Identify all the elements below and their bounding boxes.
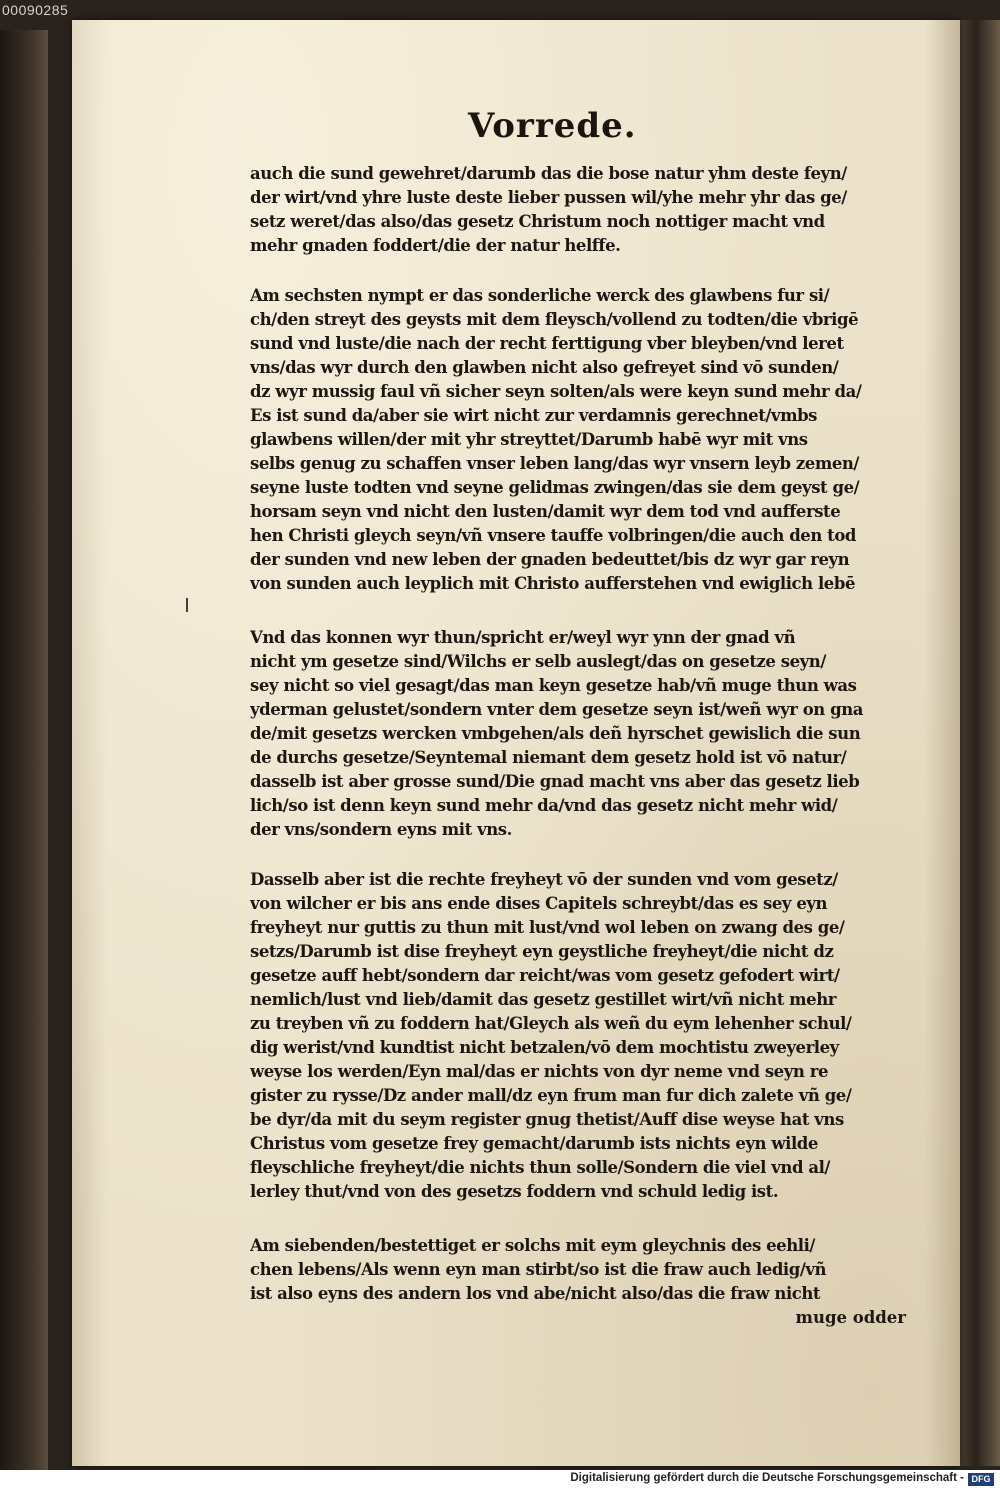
text-line: glawbens willen/der mit yhr streyttet/Darumb habē wyr mit vns [250,430,808,449]
text-line: Es ist sund da/aber sie wirt nicht zur verdamnis gerechnet/vmbs [250,406,818,425]
text-line: dz wyr mussig faul vñ sicher seyn solten/als were keyn sund mehr da/ [250,382,862,401]
book-gutter [0,30,48,1470]
text-line: Vnd das konnen wyr thun/spricht er/weyl wyr ynn der gnad vñ [250,628,796,647]
text-line: sund vnd luste/die nach der recht ferttigung vber bleyben/vnd leret [250,334,844,353]
text-line: Christus vom gesetze frey gemacht/darumb ists nichts eyn wilde [250,1134,818,1153]
text-line: nicht ym gesetze sind/Wilchs er selb auslegt/das on gesetze seyn/ [250,652,826,671]
text-line: dig werist/vnd kundtist nicht betzalen/vō dem mochtistu zweyerley [250,1038,839,1057]
text-line: gister zu rysse/Dz ander mall/dz eyn frum man fur dich zalete vñ ge/ [250,1086,852,1105]
text-line: hen Christi gleych seyn/vñ vnsere tauffe volbringen/die auch den tod [250,526,856,545]
text-line: lich/so ist denn keyn sund mehr da/vnd das gesetz nicht mehr wid/ [250,796,838,815]
text-line: lerley thut/vnd von des gesetzs foddern vnd schuld ledig ist. [250,1182,779,1201]
paragraph-3 [250,626,910,842]
text-line: horsam seyn vnd nicht den lusten/damit wyr dem tod vnd aufferste [250,502,841,521]
page-body [250,162,910,1330]
text-line: chen lebens/Als wenn eyn man stirbt/so ist die fraw auch ledig/vñ [250,1260,827,1279]
paragraph-4 [250,868,910,1204]
text-line: vns/das wyr durch den glawben nicht also gefreyet sind vō sunden/ [250,358,839,377]
text-line: der sunden vnd new leben der gnaden bedeuttet/bis dz wyr gar reyn [250,550,850,569]
text-line: dasselb ist aber grosse sund/Die gnad macht vns aber das gesetz lieb [250,772,860,791]
paragraph-1 [250,162,910,258]
paragraph-gap [250,258,910,284]
text-line: setz weret/das also/das gesetz Christum noch nottiger macht vnd [250,212,825,231]
margin-mark [186,598,188,612]
text-line: seyne luste todten vnd seyne gelidmas zwingen/das sie dem geyst ge/ [250,478,860,497]
text-line: yderman gelustet/sondern vnter dem gesetze seyn ist/weñ wyr on gna [250,700,864,719]
text-line: setzs/Darumb ist dise freyheyt eyn geystliche freyheyt/die nicht dz [250,942,834,961]
text-line: Dasselb aber ist die rechte freyheyt vō der sunden vnd vom gesetz/ [250,870,838,889]
text-line: selbs genug zu schaffen vnser leben lang/das wyr vnsern leyb zemen/ [250,454,859,473]
text-line: gesetze auff hebt/sondern dar reicht/was vom gesetz gefodert wirt/ [250,966,840,985]
text-line: freyheyt nur guttis zu thun mit lust/vnd wol leben on zwang des ge/ [250,918,845,937]
paragraph-5 [250,1234,910,1330]
text-line: fleyschliche freyheyt/die nichts thun solle/Sondern die viel vnd al/ [250,1158,830,1177]
page-edge-shadow [960,20,1000,1466]
paragraph-gap [250,1204,910,1234]
funding-credit: Digitalisierung gefördert durch die Deutsche Forschungsgemeinschaft - [570,1472,964,1484]
scan-identifier: 00090285 [2,2,69,18]
paragraph-gap [250,596,910,626]
paragraph-2 [250,284,910,596]
text-line: de/mit gesetzs wercken vmbgehen/als deñ hyrschet gewislich die sun [250,724,861,743]
text-line: ist also eyns des andern los vnd abe/nicht also/das die fraw nicht [250,1284,821,1303]
paragraph-gap [250,842,910,868]
footer-bar [0,1470,1000,1490]
text-line: be dyr/da mit du seym register gnug thetist/Auff dise weyse hat vns [250,1110,844,1129]
text-line: weyse los werden/Eyn mal/das er nichts von dyr neme vnd seyn re [250,1062,829,1081]
text-line: von wilcher er bis ans ende dises Capitels schreybt/das es sey eyn [250,894,828,913]
catchword: muge odder [795,1308,906,1327]
text-line: nemlich/lust vnd lieb/damit das gesetz gestillet wirt/vñ nicht mehr [250,990,837,1009]
text-line: Am siebenden/bestettiget er solchs mit eym gleychnis des eehli/ [250,1236,815,1255]
text-line: sey nicht so viel gesagt/das man keyn gesetze hab/vñ muge thun was [250,676,857,695]
text-line: de durchs gesetze/Seyntemal niemant dem gesetz hold ist vō natur/ [250,748,847,767]
text-line: mehr gnaden foddert/die der natur helffe. [250,236,621,255]
text-line: Am sechsten nympt er das sonderliche werck des glawbens fur si/ [250,286,830,305]
text-line: ch/den streyt des geysts mit dem fleysch/vollend zu todten/die vbrigē [250,310,859,329]
text-line: von sunden auch leyplich mit Christo aufferstehen vnd ewiglich lebē [250,574,855,593]
text-line: der vns/sondern eyns mit vns. [250,820,512,839]
dfg-logo: DFG [968,1473,994,1486]
text-line: auch die sund gewehret/darumb das die bose natur yhm deste feyn/ [250,164,847,183]
text-line: zu treyben vñ zu foddern hat/Gleych als weñ du eym lehenher schul/ [250,1014,852,1033]
running-head: Vorrede. [468,106,637,146]
text-line: der wirt/vnd yhre luste deste lieber pussen wil/yhe mehr yhr das ge/ [250,188,847,207]
